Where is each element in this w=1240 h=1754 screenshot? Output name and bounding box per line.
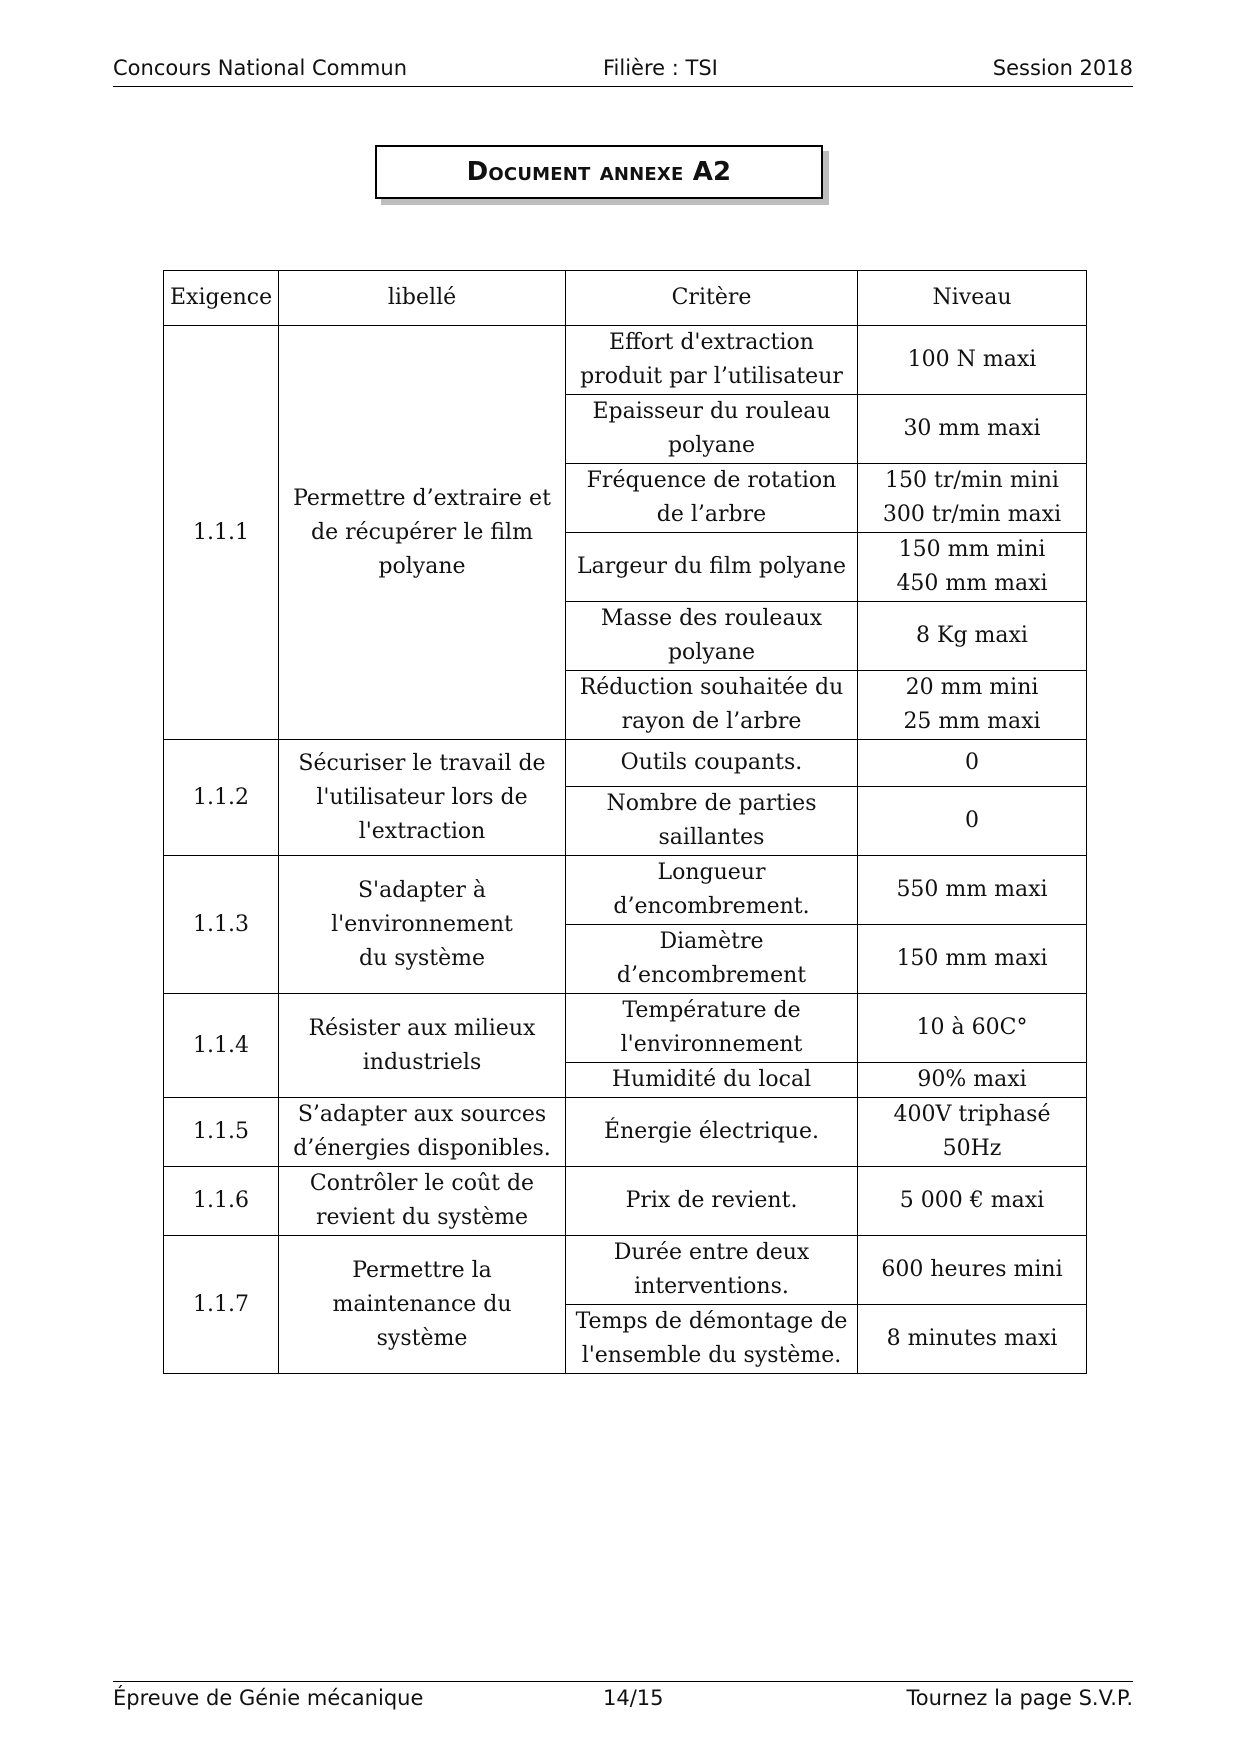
critere-cell: Nombre de parties saillantes [566,787,858,856]
requirements-body [164,326,1087,1374]
critere-cell: Humidité du local [566,1063,858,1098]
header-left: Concours National Commun [113,56,407,80]
libelle-cell: S’adapter aux sources d’énergies disponibles. [279,1098,566,1167]
critere-cell: Prix de revient. [566,1167,858,1236]
critere-cell: Réduction souhaitée du rayon de l’arbre [566,671,858,740]
page-header [113,56,1133,87]
critere-cell: Diamètre d’encombrement [566,925,858,994]
niveau-cell: 150 mm mini 450 mm maxi [858,533,1087,602]
critere-cell: Masse des rouleaux polyane [566,602,858,671]
footer-right: Tournez la page S.V.P. [906,1686,1133,1710]
niveau-cell: 0 [858,740,1087,787]
critere-cell: Outils coupants. [566,740,858,787]
niveau-cell: 150 mm maxi [858,925,1087,994]
column-header-niveau: Niveau [858,271,1087,326]
critere-cell: Epaisseur du rouleau polyane [566,395,858,464]
column-header-critere: Critère [566,271,858,326]
niveau-cell: 100 N maxi [858,326,1087,395]
critere-cell: Longueur d’encombrement. [566,856,858,925]
table-row [164,1098,1087,1167]
niveau-cell: 8 Kg maxi [858,602,1087,671]
critere-cell: Température de l'environnement [566,994,858,1063]
exigence-id-cell: 1.1.2 [164,740,279,856]
exigence-id-cell: 1.1.1 [164,326,279,740]
niveau-cell: 20 mm mini 25 mm maxi [858,671,1087,740]
table-row [164,994,1087,1063]
niveau-cell: 90% maxi [858,1063,1087,1098]
header-right: Session 2018 [992,56,1133,80]
niveau-cell: 150 tr/min mini 300 tr/min maxi [858,464,1087,533]
critere-cell: Durée entre deux interventions. [566,1236,858,1305]
table-header-row [164,271,1087,326]
libelle-cell: Résister aux milieux industriels [279,994,566,1098]
table-row [164,1167,1087,1236]
exigence-id-cell: 1.1.4 [164,994,279,1098]
libelle-cell: Permettre d’extraire et de récupérer le film polyane [279,326,566,740]
column-header-libelle: libellé [279,271,566,326]
footer-page-number: 14/15 [603,1686,664,1710]
critere-cell: Effort d'extraction produit par l’utilisateur [566,326,858,395]
exigence-id-cell: 1.1.5 [164,1098,279,1167]
table-row [164,326,1087,395]
niveau-cell: 400V triphasé 50Hz [858,1098,1087,1167]
requirements-table [163,270,1087,1374]
critere-cell: Fréquence de rotation de l’arbre [566,464,858,533]
table-row [164,856,1087,925]
critere-cell: Largeur du film polyane [566,533,858,602]
libelle-cell: S'adapter à l'environnement du système [279,856,566,994]
niveau-cell: 8 minutes maxi [858,1305,1087,1374]
exigence-id-cell: 1.1.6 [164,1167,279,1236]
niveau-cell: 30 mm maxi [858,395,1087,464]
table-row [164,740,1087,787]
exigence-id-cell: 1.1.7 [164,1236,279,1374]
critere-cell: Temps de démontage de l'ensemble du système. [566,1305,858,1374]
page-footer [113,1681,1133,1714]
column-header-exigence: Exigence [164,271,279,326]
libelle-cell: Permettre la maintenance du système [279,1236,566,1374]
header-center: Filière : TSI [603,56,718,80]
niveau-cell: 10 à 60C° [858,994,1087,1063]
niveau-cell: 550 mm maxi [858,856,1087,925]
niveau-cell: 0 [858,787,1087,856]
libelle-cell: Contrôler le coût de revient du système [279,1167,566,1236]
critere-cell: Énergie électrique. [566,1098,858,1167]
exigence-id-cell: 1.1.3 [164,856,279,994]
niveau-cell: 5 000 € maxi [858,1167,1087,1236]
libelle-cell: Sécuriser le travail de l'utilisateur lors de l'extraction [279,740,566,856]
footer-left: Épreuve de Génie mécanique [113,1686,424,1710]
document-title: Document annexe A2 [375,145,823,199]
niveau-cell: 600 heures mini [858,1236,1087,1305]
table-row [164,1236,1087,1305]
